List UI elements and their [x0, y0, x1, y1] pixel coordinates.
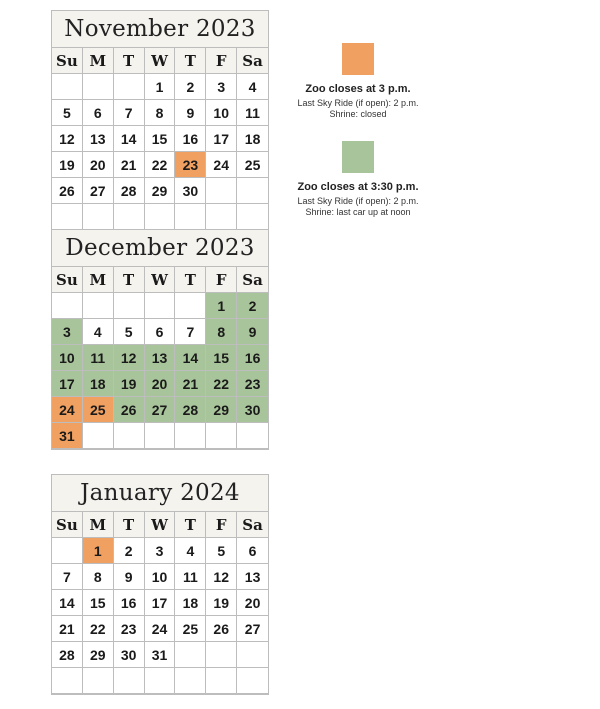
day-cell: 14 [114, 126, 145, 152]
day-cell: 21 [52, 616, 83, 642]
empty-cell [114, 423, 145, 449]
day-cell: 30 [237, 397, 268, 423]
day-cell: 14 [175, 345, 206, 371]
empty-cell [145, 668, 176, 694]
day-cell: 20 [145, 371, 176, 397]
day-cell: 25 [175, 616, 206, 642]
empty-cell [175, 204, 206, 230]
empty-cell [83, 423, 114, 449]
calendar-january [51, 474, 269, 695]
day-cell: 30 [175, 178, 206, 204]
month-title: January 2024 [52, 475, 268, 512]
empty-cell [52, 204, 83, 230]
empty-cell [52, 668, 83, 694]
weekday-header: W [145, 267, 176, 293]
day-cell: 12 [52, 126, 83, 152]
empty-cell [175, 293, 206, 319]
legend-line: Shrine: last car up at noon [305, 207, 411, 217]
empty-cell [145, 293, 176, 319]
day-cell: 27 [83, 178, 114, 204]
day-cell: 4 [83, 319, 114, 345]
weekday-header: F [206, 267, 237, 293]
empty-cell [237, 668, 268, 694]
weekday-header: T [114, 48, 145, 74]
legend-line: Last Sky Ride (if open): 2 p.m. [297, 98, 419, 108]
day-cell: 1 [145, 74, 176, 100]
calendar-november [51, 10, 269, 231]
legend-title: Zoo closes at 3:30 p.m. [297, 181, 419, 193]
day-cell: 29 [83, 642, 114, 668]
empty-cell [237, 423, 268, 449]
empty-cell [52, 74, 83, 100]
empty-cell [206, 642, 237, 668]
day-cell: 2 [175, 74, 206, 100]
weekday-header: M [83, 48, 114, 74]
empty-cell [114, 74, 145, 100]
weekday-header: T [175, 48, 206, 74]
day-cell: 13 [83, 126, 114, 152]
day-cell: 27 [237, 616, 268, 642]
empty-cell [237, 204, 268, 230]
day-cell: 23 [175, 152, 206, 178]
day-cell: 16 [175, 126, 206, 152]
weekday-header: Sa [237, 267, 268, 293]
day-cell: 26 [52, 178, 83, 204]
day-cell: 13 [237, 564, 268, 590]
empty-cell [52, 293, 83, 319]
empty-cell [52, 538, 83, 564]
day-cell: 24 [145, 616, 176, 642]
day-cell: 10 [52, 345, 83, 371]
empty-cell [145, 204, 176, 230]
day-cell: 5 [52, 100, 83, 126]
day-cell: 28 [175, 397, 206, 423]
day-cell: 11 [83, 345, 114, 371]
calendar-grid [52, 267, 268, 449]
empty-cell [175, 423, 206, 449]
day-cell: 15 [83, 590, 114, 616]
empty-cell [206, 668, 237, 694]
day-cell: 20 [237, 590, 268, 616]
day-cell: 14 [52, 590, 83, 616]
day-cell: 11 [175, 564, 206, 590]
day-cell: 19 [114, 371, 145, 397]
day-cell: 11 [237, 100, 268, 126]
day-cell: 26 [114, 397, 145, 423]
day-cell: 7 [114, 100, 145, 126]
day-cell: 21 [175, 371, 206, 397]
day-cell: 25 [237, 152, 268, 178]
empty-cell [83, 204, 114, 230]
empty-cell [114, 293, 145, 319]
day-cell: 24 [206, 152, 237, 178]
day-cell: 4 [175, 538, 206, 564]
month-title: December 2023 [52, 230, 268, 267]
weekday-header: F [206, 512, 237, 538]
day-cell: 23 [237, 371, 268, 397]
day-cell: 25 [83, 397, 114, 423]
empty-cell [206, 204, 237, 230]
empty-cell [145, 423, 176, 449]
day-cell: 22 [206, 371, 237, 397]
weekday-header: Sa [237, 512, 268, 538]
calendar-grid [52, 512, 268, 694]
legend-green [283, 141, 433, 218]
weekday-header: F [206, 48, 237, 74]
day-cell: 16 [237, 345, 268, 371]
day-cell: 10 [145, 564, 176, 590]
weekday-header: T [175, 267, 206, 293]
day-cell: 13 [145, 345, 176, 371]
day-cell: 4 [237, 74, 268, 100]
day-cell: 29 [145, 178, 176, 204]
day-cell: 6 [145, 319, 176, 345]
green-swatch [342, 141, 374, 173]
orange-swatch [342, 43, 374, 75]
empty-cell [175, 668, 206, 694]
day-cell: 29 [206, 397, 237, 423]
empty-cell [83, 74, 114, 100]
weekday-header: Su [52, 267, 83, 293]
day-cell: 3 [145, 538, 176, 564]
empty-cell [175, 642, 206, 668]
weekday-header: Su [52, 512, 83, 538]
day-cell: 16 [114, 590, 145, 616]
legend-line: Shrine: closed [329, 109, 387, 119]
weekday-header: Sa [237, 48, 268, 74]
legend-title: Zoo closes at 3 p.m. [305, 83, 411, 95]
weekday-header: M [83, 267, 114, 293]
day-cell: 18 [83, 371, 114, 397]
day-cell: 5 [206, 538, 237, 564]
day-cell: 8 [145, 100, 176, 126]
calendar-grid [52, 48, 268, 230]
empty-cell [237, 642, 268, 668]
weekday-header: M [83, 512, 114, 538]
day-cell: 22 [83, 616, 114, 642]
day-cell: 2 [114, 538, 145, 564]
empty-cell [114, 204, 145, 230]
day-cell: 8 [83, 564, 114, 590]
weekday-header: W [145, 48, 176, 74]
legend-line: Last Sky Ride (if open): 2 p.m. [297, 196, 419, 206]
day-cell: 6 [237, 538, 268, 564]
day-cell: 28 [52, 642, 83, 668]
day-cell: 1 [206, 293, 237, 319]
day-cell: 10 [206, 100, 237, 126]
day-cell: 31 [145, 642, 176, 668]
empty-cell [237, 178, 268, 204]
weekday-header: T [175, 512, 206, 538]
day-cell: 2 [237, 293, 268, 319]
day-cell: 19 [206, 590, 237, 616]
day-cell: 9 [114, 564, 145, 590]
day-cell: 18 [237, 126, 268, 152]
day-cell: 21 [114, 152, 145, 178]
day-cell: 7 [175, 319, 206, 345]
day-cell: 30 [114, 642, 145, 668]
empty-cell [83, 293, 114, 319]
calendar-december [51, 229, 269, 450]
day-cell: 15 [145, 126, 176, 152]
day-cell: 20 [83, 152, 114, 178]
empty-cell [206, 423, 237, 449]
day-cell: 8 [206, 319, 237, 345]
day-cell: 6 [83, 100, 114, 126]
day-cell: 12 [206, 564, 237, 590]
weekday-header: Su [52, 48, 83, 74]
day-cell: 9 [237, 319, 268, 345]
empty-cell [114, 668, 145, 694]
weekday-header: T [114, 267, 145, 293]
day-cell: 15 [206, 345, 237, 371]
day-cell: 7 [52, 564, 83, 590]
day-cell: 18 [175, 590, 206, 616]
day-cell: 23 [114, 616, 145, 642]
day-cell: 3 [52, 319, 83, 345]
day-cell: 1 [83, 538, 114, 564]
day-cell: 28 [114, 178, 145, 204]
day-cell: 22 [145, 152, 176, 178]
day-cell: 26 [206, 616, 237, 642]
empty-cell [206, 178, 237, 204]
day-cell: 31 [52, 423, 83, 449]
day-cell: 17 [145, 590, 176, 616]
day-cell: 27 [145, 397, 176, 423]
day-cell: 3 [206, 74, 237, 100]
day-cell: 9 [175, 100, 206, 126]
weekday-header: W [145, 512, 176, 538]
day-cell: 5 [114, 319, 145, 345]
weekday-header: T [114, 512, 145, 538]
day-cell: 24 [52, 397, 83, 423]
day-cell: 17 [52, 371, 83, 397]
legend-orange [283, 43, 433, 120]
day-cell: 17 [206, 126, 237, 152]
day-cell: 19 [52, 152, 83, 178]
empty-cell [83, 668, 114, 694]
day-cell: 12 [114, 345, 145, 371]
month-title: November 2023 [52, 11, 268, 48]
